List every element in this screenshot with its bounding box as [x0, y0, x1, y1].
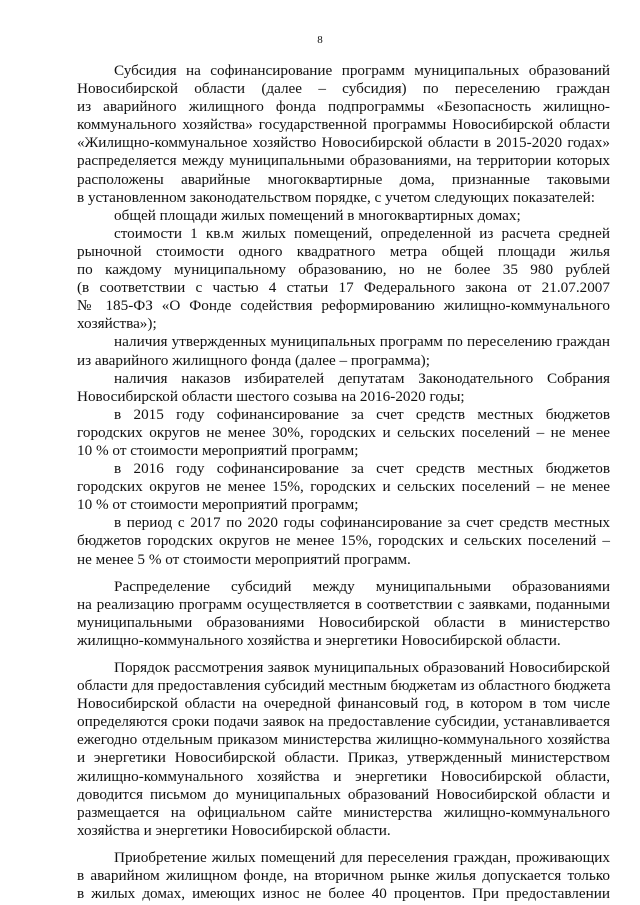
text-line: жилищно-коммунального хозяйства и энергетики Новосибирской области.: [77, 631, 561, 649]
text-line: распределяется между муниципальными образованиями, на территории которых: [77, 152, 610, 170]
text-line: муниципальными образованиями Новосибирской области в министерство: [77, 613, 610, 631]
text-line: в установленном законодательством порядке, с учетом следующих показателей:: [77, 188, 595, 206]
text-line: Порядок рассмотрения заявок муниципальных образований Новосибирской: [114, 659, 610, 676]
text-line: Распределение субсидий между муниципальными образованиями: [114, 577, 610, 595]
text-line: 10 % от стоимости мероприятий программ;: [77, 496, 359, 514]
text-line: Приобретение жилых помещений для переселения граждан, проживающих: [114, 848, 610, 866]
text-line: наличия наказов избирателей депутатам Законодательного Собрания: [114, 369, 610, 387]
text-line: в 2015 году софинансирование за счет средств местных бюджетов: [114, 405, 610, 423]
text-line: на реализацию программ осуществляется в соответствии с заявками, поданными: [77, 595, 610, 613]
text-line: хозяйства и энергетики Новосибирской области.: [77, 821, 391, 839]
text-line: коммунального хозяйства» государственной программы Новосибирской области: [77, 116, 610, 134]
text-line: рыночной стоимости одного квадратного метра общей площади жилья: [77, 242, 610, 260]
text-line: Субсидия на софинансирование программ муниципальных образований: [114, 62, 610, 79]
text-line: Новосибирской области шестого созыва на 2016-2020 годы;: [77, 387, 465, 405]
text-line: наличия утвержденных муниципальных программ по переселению граждан: [114, 333, 610, 351]
text-line: «Жилищно-коммунальное хозяйство Новосибирской области в 2015-2020 годах»: [77, 134, 610, 152]
text-line: расположены аварийные многоквартирные дома, признанные таковыми: [77, 170, 610, 188]
text-line: размещается на официальном сайте министерства жилищно-коммунального: [77, 803, 610, 821]
text-line: определяются сроки подачи заявок на предоставление субсидии, устанавливается: [77, 713, 610, 731]
text-line: доводится письмом до муниципальных образований Новосибирской области и: [77, 785, 610, 803]
text-line: ежегодно отдельным приказом министерства жилищно-коммунального хозяйства: [77, 731, 610, 749]
body-text: [77, 62, 610, 903]
text-line: в жилых домах, имеющих износ не более 40 процентов. При предоставлении: [77, 885, 610, 903]
text-line: стоимости 1 кв.м жилых помещений, определенной из расчета средней: [114, 224, 610, 242]
text-line: городских округов не менее 30%, городских и сельских поселений – не менее: [77, 423, 610, 441]
text-line: в аварийном жилищном фонде, на вторичном рынке жилья допускается только: [77, 867, 610, 885]
text-line: из аварийного жилищного фонда подпрограммы «Безопасность жилищно-: [77, 98, 610, 116]
text-line: в 2016 году софинансирование за счет средств местных бюджетов: [114, 460, 610, 478]
text-line: городских округов не менее 15%, городских и сельских поселений – не менее: [77, 478, 610, 496]
text-line: № 185-ФЗ «О Фонде содействия реформированию жилищно-коммунального: [77, 297, 610, 315]
text-line: в период с 2017 по 2020 годы софинансирование за счет средств местных: [114, 514, 610, 532]
text-line: Новосибирской области на очередной финансовый год, в котором в том числе: [77, 695, 610, 713]
text-line: по каждому муниципальному образованию, но не более 35 980 рублей: [77, 261, 610, 279]
page-number: 8: [317, 34, 323, 46]
text-line: общей площади жилых помещений в многоквартирных домах;: [114, 206, 521, 224]
text-line: Новосибирской области (далее – субсидия) по переселению граждан: [77, 80, 610, 98]
text-line: жилищно-коммунального хозяйства и энергетики Новосибирской области,: [77, 767, 610, 785]
text-line: 10 % от стоимости мероприятий программ;: [77, 441, 359, 459]
text-line: из аварийного жилищного фонда (далее – программа);: [77, 351, 430, 369]
text-line: хозяйства»);: [77, 315, 157, 333]
text-line: и энергетики Новосибирской области. Приказ, утвержденный министерством: [77, 749, 610, 767]
text-line: области для предоставления субсидий местным бюджетам из областного бюджета: [77, 677, 611, 695]
text-line: (в соответствии с частью 4 статьи 17 Федерального закона от 21.07.2007: [77, 279, 610, 297]
text-line: бюджетов городских округов не менее 15%, городских и сельских поселений –: [77, 532, 610, 550]
text-line: не менее 5 % от стоимости мероприятий программ.: [77, 550, 411, 568]
